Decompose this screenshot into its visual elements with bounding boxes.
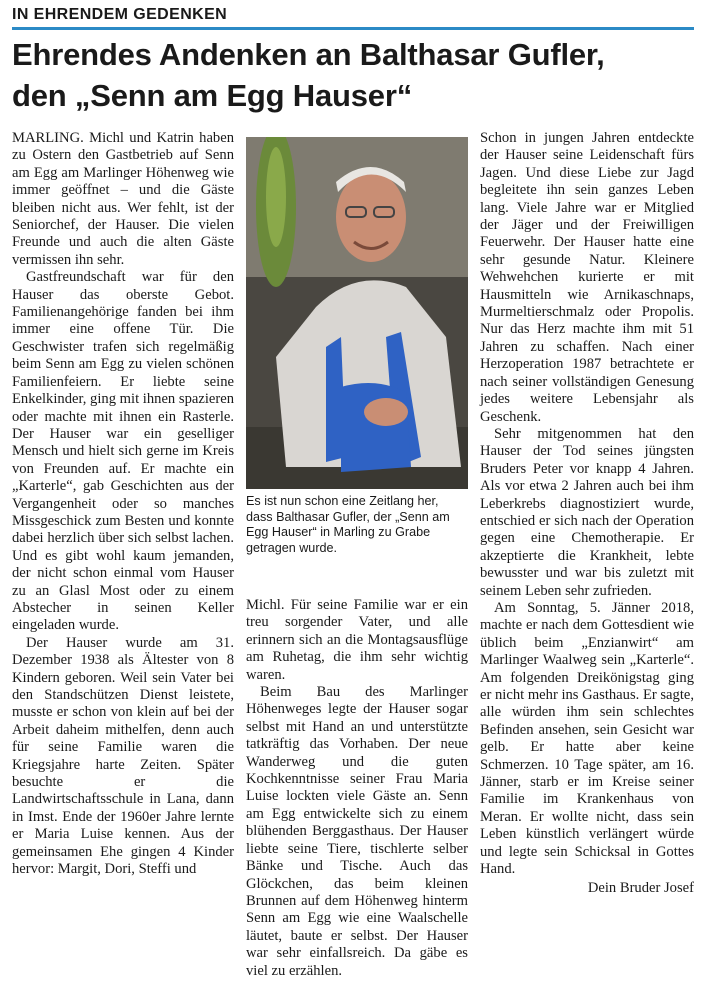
article-column-2 (246, 597, 468, 992)
paragraph: Am Sonntag, 5. Jänner 2018, machte er nach dem Gottesdient wie üblich beim „Enzianwirt“ am Marlinger Waalweg sein „Karterle“. Am folgenden Dreikönigstag ging er nicht mehr ins Gasthaus. Er sagte, alle würden ihm sein schlechtes Befinden ansehen, sein Gesicht war gelb. Er hatte aber keine Schmerzen. 10 Tage später, am 16. Jänner, starb er im Kreise seiner Familie im Krankenhaus von Meran. Er wollte nicht, dass sein Leben künstlich verlängert würde und legte sein Schicksal in Gottes Hand. (480, 599, 694, 878)
paragraph: Der Hauser wurde am 31. Dezember 1938 als Ältester von 8 Kindern geboren. Weil sein Vater bei den Standschützen Dienst leistete, musste er schon von klein auf bei der Arbeit daheim mithelfen, denn auch für seine Familie waren die Kriegsjahre harte Zeiten. Später besuchte er die Landwirtschaftsschule in Lana, dann in Imst. Ende der 1960er Jahre lernte er Maria Luise kennen. Aus der gemeinsamen Ehe gingen 4 Kinder hervor: Margit, Dori, Steffi und (12, 634, 234, 878)
headline-line-2: den „Senn am Egg Hauser“ (12, 78, 413, 113)
rubric-divider (12, 27, 694, 30)
article-column-3 (480, 130, 694, 992)
paragraph: Michl. Für seine Familie war er ein treu sorgender Vater, und alle erinnern sich an die Montagsausflüge am Ruhetag, die ihm sehr wichtig waren. (246, 597, 468, 683)
portrait-photo (246, 137, 468, 489)
section-rubric: IN EHRENDEM GEDENKEN (12, 6, 228, 23)
paragraph: Sehr mitgenommen hat den Hauser der Tod seines jüngsten Bruders Peter vor knapp 4 Jahren. Als vor etwa 2 Jahren auch bei ihm Leberkrebs diagnostiziert wurde, entschied er sich nach der Operation gegen eine Chemotherapie. Er akzeptierte die Krankheit, lebte bewusster und war bis zuletzt mit seinem Leben sehr zufrieden. (480, 425, 694, 599)
paragraph: Gastfreundschaft war für den Hauser das oberste Gebot. Familienangehörige fanden bei ihm immer eine offene Tür. Die Geschwister trafen sich regelmäßig beim Senn am Egg zu vielen schönen Familienfeiern. Er liebte seine Enkelkinder, ging mit ihnen spazieren oder machte mit ihnen ein Rasterle. Der Hauser war ein geselliger Mensch und hielt sich gerne im Kreis von Freunden auf. Er machte ein „Karterle“, gab Geschichten aus der Vergangenheit oder so manches Missgeschick zum Besten und konnte dabei herzlich über sich selbst lachen. Und es gibt wohl kaum jemanden, der nicht schon einmal vom Hauser zu an Glasl Most oder zu einem Abstecher in seinen Keller eingeladen wurde. (12, 269, 234, 634)
signature: Dein Bruder Josef (587, 880, 694, 897)
paragraph: Beim Bau des Marlinger Höhenweges legte der Hauser sogar selbst mit Hand an und unterstützte tatkräftig das Vorhaben. Der neue Wanderweg und die guten Kochkenntnisse seiner Frau Maria Luise lockten viele Gäste an. Senn am Egg entwickelte sich zu einem blühenden Berggasthaus. Der Hauser liebte seine Tiere, tischlerte selber Bänke und Tische. Auch das Glöckchen, das beim kleinen Brunnen auf dem Höhenweg hinterm Senn am Egg wie eine Waalschelle läutet, baute er selbst. Der Hauser war sehr einfallsreich. Da gäbe es viel zu erzählen. (246, 684, 468, 979)
paragraph: Schon in jungen Jahren entdeckte der Hauser seine Leidenschaft fürs Jagen. Und diese Liebe zur Jagd begleitete ihn sein ganzes Leben lang. Viele Jahre war er Mitglied der Jäger und der Freiwilligen Feuerwehr. Der Hauser hatte eine sehr gesunde Natur. Kleinere Wehwehchen kurierte er mit Hausmitteln wie Arnikaschnaps, Murmeltierschmalz oder Propolis. Nur das Herz machte ihm mit 51 Jahren zu schaffen. Nach einer Herzoperation 1987 betrachtete er nach seiner vollständigen Genesung jedes weitere Lebensjahr als Geschenk. (480, 130, 694, 425)
headline-line-1: Ehrendes Andenken an Balthasar Gufler, (12, 37, 605, 72)
paragraph: MARLING. Michl und Katrin haben zu Ostern den Gastbetrieb auf Senn am Egg am Marlinger Höhenweg wie immer geöffnet – und die Gäste bleiben nicht aus. Wer fehlt, ist der Seniorchef, der Hauser. Die vielen Freunde und auch die alten Gäste vermissen ihn sehr. (12, 130, 234, 268)
photo-caption: Es ist nun schon eine Zeitlang her, dass Balthasar Gufler, der „Senn am Egg Hauser“ in Marling zu Grabe getragen wurde. (246, 494, 450, 555)
article-headline (12, 34, 694, 116)
article-column-1 (12, 130, 234, 990)
